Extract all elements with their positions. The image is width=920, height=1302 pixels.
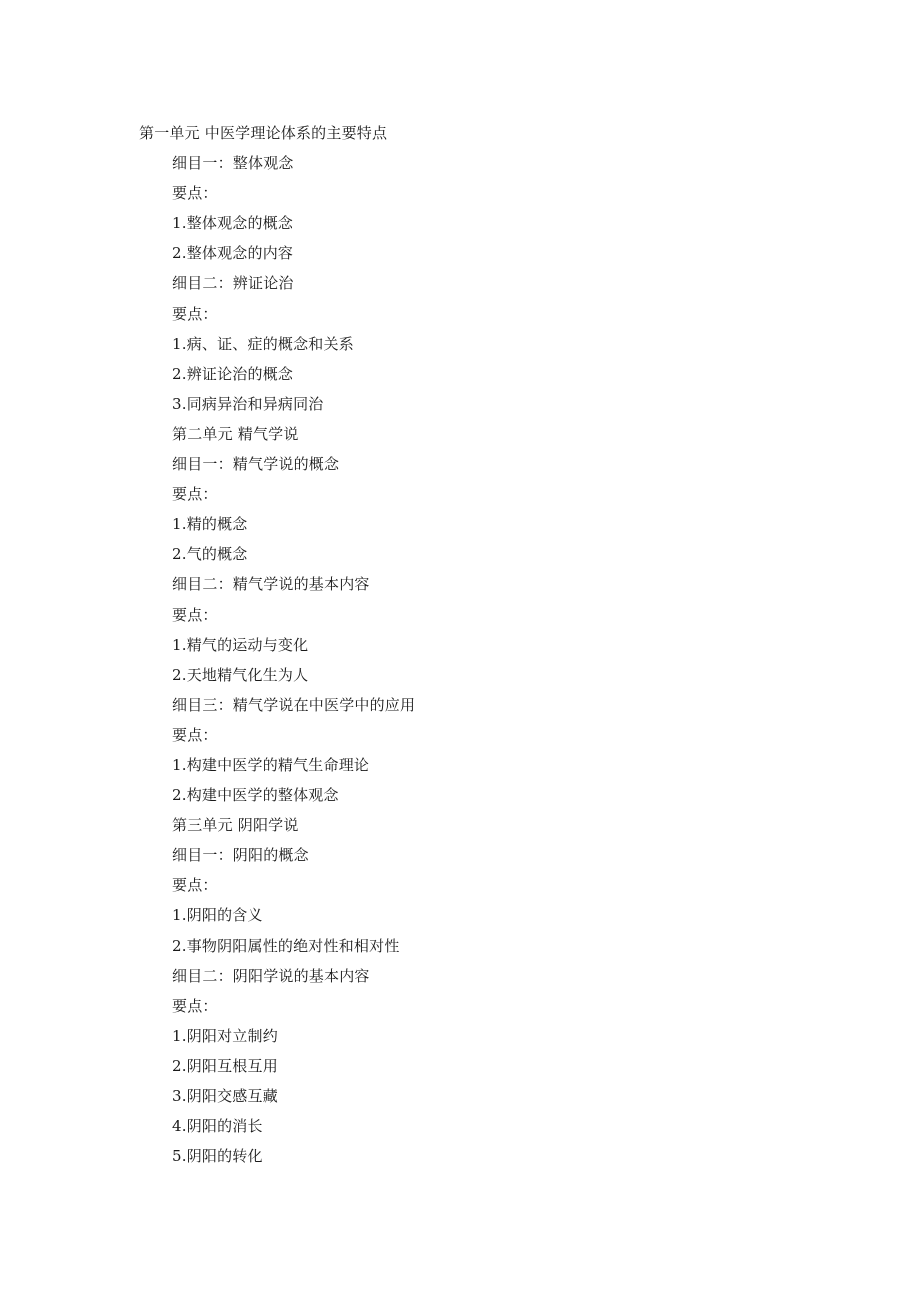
subsection-heading: 细目一：整体观念 [172,154,294,173]
key-point-item: 4.阴阳的消长 [172,1117,263,1136]
key-point-item: 2.整体观念的内容 [172,244,294,263]
key-points-label: 要点： [172,304,218,323]
subsection-heading: 细目二：精气学说的基本内容 [172,575,370,594]
key-point-item: 1.构建中医学的精气生命理论 [172,755,370,774]
key-point-item: 2.事物阴阳属性的绝对性和相对性 [172,936,400,955]
key-point-item: 2.天地精气化生为人 [172,665,309,684]
key-point-item: 1.整体观念的概念 [172,214,294,233]
subsection-heading: 细目三：精气学说在中医学中的应用 [172,695,416,714]
key-point-item: 2.构建中医学的整体观念 [172,786,339,805]
key-points-label: 要点： [172,605,218,624]
key-point-item: 2.阴阳互根互用 [172,1056,278,1075]
key-point-item: 1.阴阳对立制约 [172,1026,278,1045]
key-points-label: 要点： [172,876,218,895]
subsection-heading: 细目一：精气学说的概念 [172,455,340,474]
key-point-item: 1.精的概念 [172,515,248,534]
key-point-item: 3.阴阳交感互藏 [172,1087,278,1105]
outline-text-block [0,118,920,1171]
key-point-item: 2.气的概念 [172,545,248,564]
key-points-label: 要点： [172,996,218,1015]
key-points-label: 要点： [172,184,218,203]
key-points-label: 要点： [172,485,218,504]
key-point-item: 1.病、证、症的概念和关系 [172,334,354,353]
key-point-item: 1.精气的运动与变化 [172,635,309,654]
subsection-heading: 细目二：阴阳学说的基本内容 [172,966,370,985]
key-point-item: 1.阴阳的含义 [172,906,263,925]
subsection-heading: 细目一：阴阳的概念 [172,846,309,865]
unit-heading: 第三单元 阴阳学说 [172,816,299,835]
key-points-label: 要点： [172,725,218,744]
unit-heading: 第二单元 精气学说 [172,424,299,443]
key-point-item: 2.辨证论治的概念 [172,364,294,383]
subsection-heading: 细目二：辨证论治 [172,274,294,293]
unit-heading: 第一单元 中医学理论体系的主要特点 [139,124,388,142]
key-point-item: 5.阴阳的转化 [172,1147,263,1166]
key-point-item: 3.同病异治和异病同治 [172,394,324,413]
